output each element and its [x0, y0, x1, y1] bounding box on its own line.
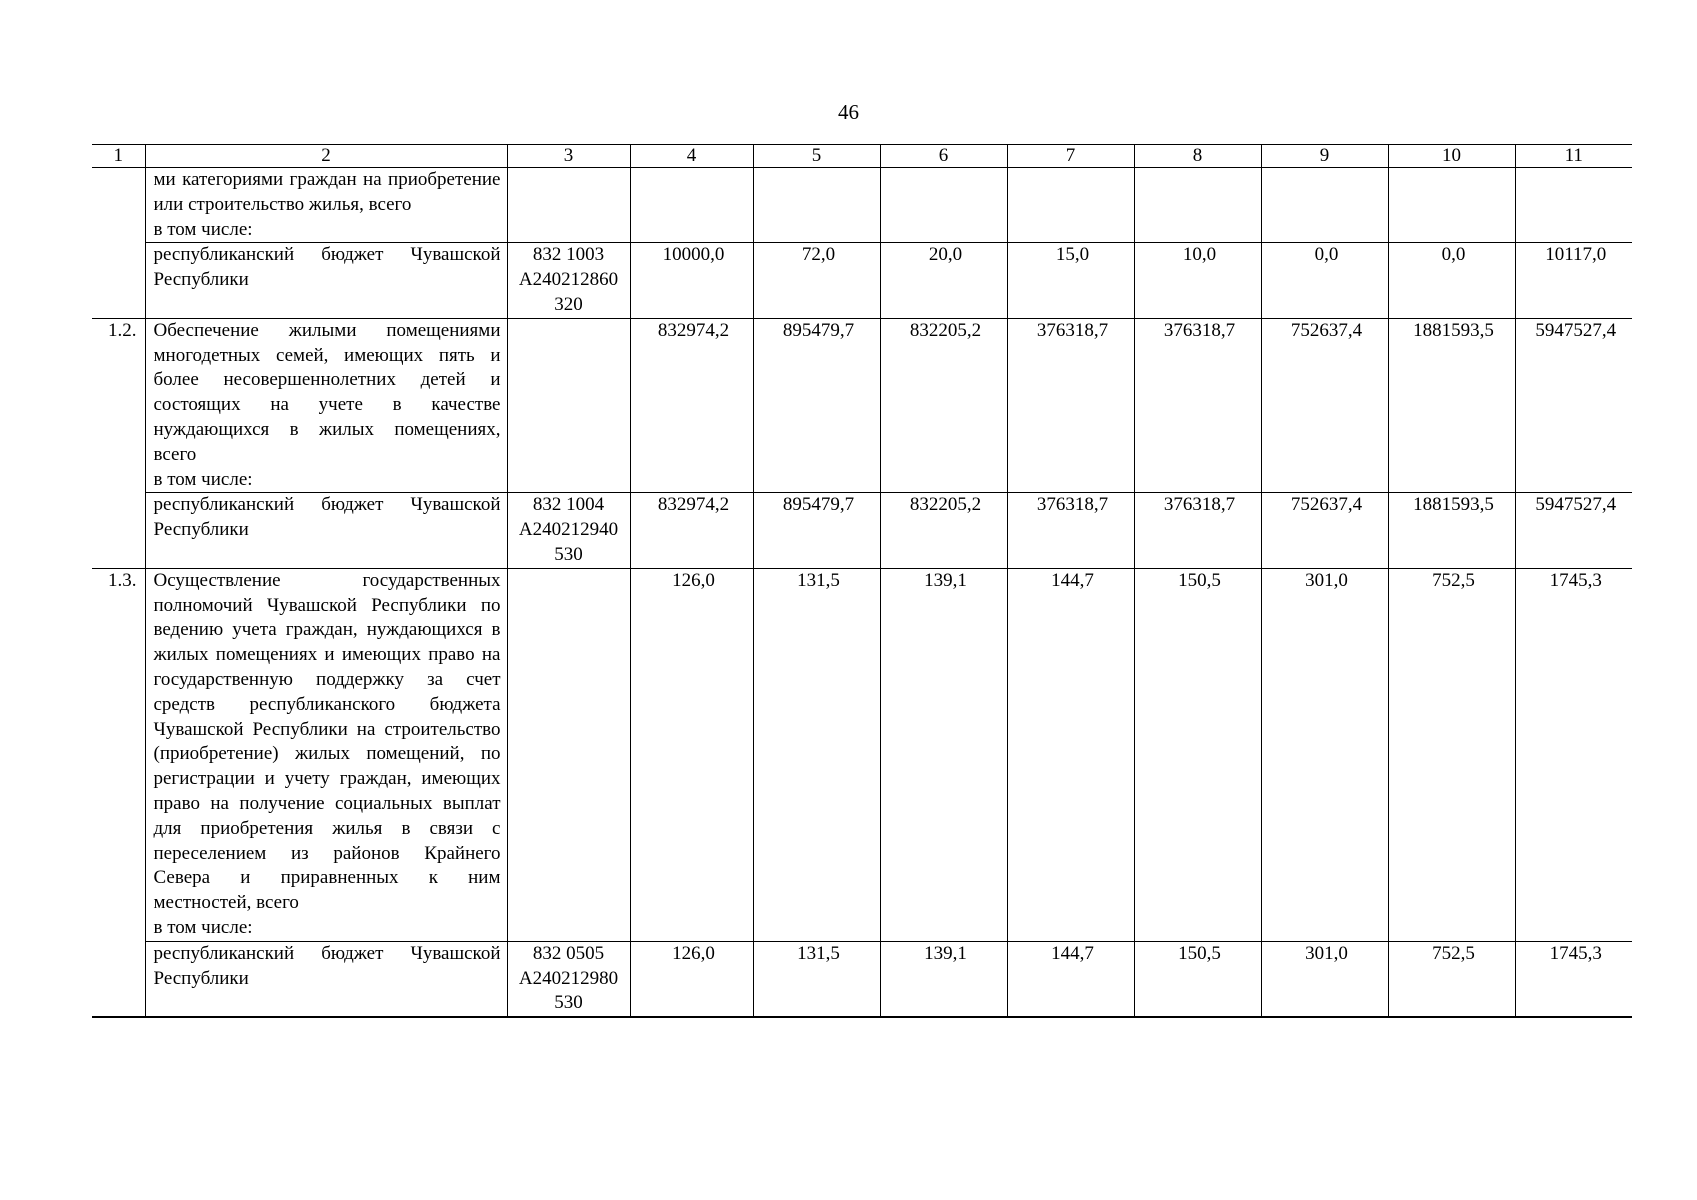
value-cell: 301,0 [1261, 568, 1388, 941]
page-number: 46 [838, 100, 859, 124]
table-row [92, 318, 1632, 493]
row-name-tail: в том числе: [153, 218, 253, 240]
row-name-cell [145, 318, 507, 493]
header-cell: 11 [1515, 145, 1632, 168]
value-cell: 832974,2 [630, 493, 753, 568]
value-cell: 1881593,5 [1388, 318, 1515, 493]
value-cell: 1745,3 [1515, 941, 1632, 1017]
header-cell: 9 [1261, 145, 1388, 168]
value-cell: 1881593,5 [1388, 493, 1515, 568]
value-cell: 10000,0 [630, 243, 753, 318]
row-name-text: ми категориями граждан на приобретение или строительство жилья, всего [153, 169, 501, 215]
value-cell: 895479,7 [753, 318, 880, 493]
value-cell: 126,0 [630, 568, 753, 941]
value-cell: 20,0 [880, 243, 1007, 318]
table-row [92, 941, 1632, 1017]
value-cell: 131,5 [753, 941, 880, 1017]
value-cell [1388, 168, 1515, 243]
value-cell: 72,0 [753, 243, 880, 318]
value-cell: 376318,7 [1134, 318, 1261, 493]
row-name-text: Осуществление государственных полномочий Чувашской Республики по ведению учета граждан, нуждающихся в жилых помещениях и имеющих право на государственную поддержку за счет средств республиканского бюджета Чувашской Республики на строительство (приобретение) жилых помещений, по регистрации и учету граждан, имеющих право на получение социальных выплат для приобретения жилья в связи с переселением из районов Крайнего Севера и приравненных к ним местностей, всего [153, 569, 501, 914]
table-row [92, 568, 1632, 941]
value-cell: 832205,2 [880, 318, 1007, 493]
value-cell: 150,5 [1134, 568, 1261, 941]
header-cell: 7 [1007, 145, 1134, 168]
row-name-cell [145, 243, 507, 318]
value-cell [1261, 168, 1388, 243]
row-number-cell [92, 243, 145, 318]
row-name-text: республиканский бюджет Чувашской Республики [153, 244, 501, 291]
value-cell: 0,0 [1388, 243, 1515, 318]
value-cell: 10117,0 [1515, 243, 1632, 318]
value-cell: 752637,4 [1261, 318, 1388, 493]
row-name-cell [145, 168, 507, 243]
row-name-cell [145, 568, 507, 941]
value-cell [753, 168, 880, 243]
row-name-tail: в том числе: [153, 468, 253, 490]
value-cell: 144,7 [1007, 941, 1134, 1017]
row-number-cell: 1.3. [92, 568, 145, 941]
header-cell: 1 [92, 145, 145, 168]
header-cell: 4 [630, 145, 753, 168]
value-cell [880, 168, 1007, 243]
value-cell: 126,0 [630, 941, 753, 1017]
table-row [92, 168, 1632, 243]
value-cell: 832974,2 [630, 318, 753, 493]
value-cell: 0,0 [1261, 243, 1388, 318]
budget-code-cell: 832 0505 А240212980 530 [507, 941, 630, 1017]
value-cell: 150,5 [1134, 941, 1261, 1017]
value-cell: 10,0 [1134, 243, 1261, 318]
value-cell: 376318,7 [1007, 318, 1134, 493]
header-cell: 8 [1134, 145, 1261, 168]
value-cell [1007, 168, 1134, 243]
value-cell: 376318,7 [1007, 493, 1134, 568]
header-cell: 6 [880, 145, 1007, 168]
value-cell: 1745,3 [1515, 568, 1632, 941]
row-name-tail: в том числе: [153, 916, 253, 938]
row-name-text: республиканский бюджет Чувашской Республики [153, 942, 501, 989]
value-cell: 144,7 [1007, 568, 1134, 941]
value-cell: 301,0 [1261, 941, 1388, 1017]
value-cell: 15,0 [1007, 243, 1134, 318]
table-row [92, 243, 1632, 318]
budget-code-cell: 832 1004 А240212940 530 [507, 493, 630, 568]
row-number-cell: 1.2. [92, 318, 145, 493]
value-cell: 752637,4 [1261, 493, 1388, 568]
budget-table [92, 144, 1632, 1018]
table-header-row [92, 145, 1632, 168]
value-cell: 832205,2 [880, 493, 1007, 568]
value-cell: 5947527,4 [1515, 493, 1632, 568]
row-number-cell [92, 493, 145, 568]
row-number-cell [92, 168, 145, 243]
value-cell [1515, 168, 1632, 243]
budget-code-cell [507, 568, 630, 941]
table-row [92, 493, 1632, 568]
value-cell [1134, 168, 1261, 243]
value-cell: 139,1 [880, 568, 1007, 941]
header-cell: 5 [753, 145, 880, 168]
value-cell: 5947527,4 [1515, 318, 1632, 493]
header-cell: 2 [145, 145, 507, 168]
value-cell: 895479,7 [753, 493, 880, 568]
budget-table-body [92, 145, 1632, 1018]
value-cell [630, 168, 753, 243]
row-name-cell [145, 493, 507, 568]
row-name-text: Обеспечение жилыми помещениями многодетных семей, имеющих пять и более несовершеннолетних детей и состоящих на учете в качестве нуждающихся в жилых помещениях, всего [153, 319, 501, 465]
budget-code-cell [507, 168, 630, 243]
value-cell: 752,5 [1388, 568, 1515, 941]
row-name-text: республиканский бюджет Чувашской Республики [153, 494, 501, 541]
value-cell: 131,5 [753, 568, 880, 941]
header-cell: 3 [507, 145, 630, 168]
value-cell: 139,1 [880, 941, 1007, 1017]
header-cell: 10 [1388, 145, 1515, 168]
budget-code-cell [507, 318, 630, 493]
row-name-cell [145, 941, 507, 1017]
value-cell: 752,5 [1388, 941, 1515, 1017]
value-cell: 376318,7 [1134, 493, 1261, 568]
budget-code-cell: 832 1003 А240212860 320 [507, 243, 630, 318]
row-number-cell [92, 941, 145, 1017]
